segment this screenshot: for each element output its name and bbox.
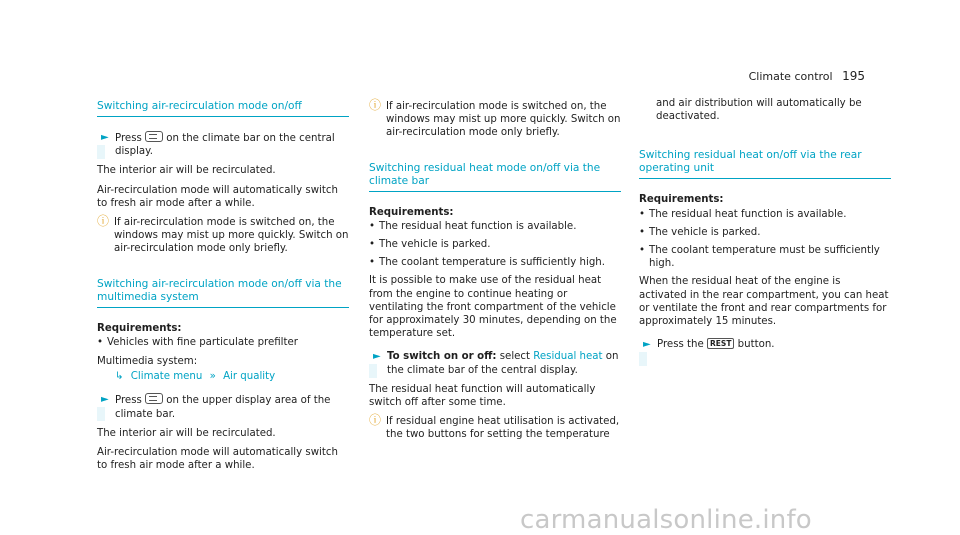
list-item: • The coolant temperature must be sufficiently high. — [639, 245, 880, 270]
paragraph: The interior air will be recirculated. — [97, 165, 276, 177]
column-2 — [369, 100, 621, 448]
list-item: • The coolant temperature is sufficiently high. — [369, 257, 605, 269]
paragraph: When the residual heat of the engine is activated in the rear compartment, you can heat or ventilate the front and rear compartments for approximately 15 minutes. — [639, 276, 889, 328]
paragraph: Air-recirculation mode will automatically switch to fresh air mode after a while. — [97, 447, 338, 472]
bullet-icon: • — [369, 257, 376, 269]
column-3 — [639, 97, 891, 357]
section-name: Climate control — [748, 70, 833, 83]
rest-key-icon: REST — [707, 338, 734, 349]
bullet-icon: • — [639, 208, 646, 220]
recirculation-icon — [145, 131, 163, 142]
step-bar — [97, 145, 105, 159]
step-icon: ► — [101, 132, 109, 143]
step-icon: ► — [373, 351, 381, 363]
step-icon: ► — [101, 394, 109, 406]
note: ⓘ If air-recirculation mode is switched on, the windows may mist up more quickly. Switch on air-recirculation mode only briefly. — [97, 214, 349, 255]
watermark: carmanualsonline.info — [520, 505, 812, 535]
paragraph: The interior air will be recirculated. — [97, 427, 276, 439]
paragraph: Air-recirculation mode will automatically switch to fresh air mode after a while. — [97, 184, 338, 209]
list-item: • The residual heat function is available. — [639, 208, 847, 220]
paragraph: It is possible to make use of the residual heat from the engine to continue heating or ventilating the front compartment of the vehicle for approximately 30 minutes, depending on the temperature set. — [369, 275, 617, 340]
instruction-step: ► To switch on or off: select Residual heat on the climate bar of the central display. — [369, 350, 621, 376]
instruction-step: ► Press on the climate bar on the central display. — [97, 131, 349, 158]
step-bar — [369, 364, 377, 378]
section-title: Switching air-recirculation mode on/off — [97, 100, 349, 117]
step-icon: ► — [643, 339, 651, 351]
paragraph: The residual heat function will automatically switch off after some time. — [369, 383, 596, 409]
page-header — [749, 69, 865, 83]
instruction-step: ► Press on the upper display area of the climate bar. — [97, 393, 349, 420]
instruction-step: ► Press the REST button. — [639, 338, 891, 351]
recirculation-icon — [145, 393, 163, 404]
list-item: • The vehicle is parked. — [369, 239, 491, 251]
path-separator-icon: » — [209, 371, 216, 383]
info-icon: ⓘ — [369, 98, 382, 112]
bullet-icon: • — [97, 336, 104, 348]
bullet-icon: • — [639, 245, 646, 257]
requirements-label: Requirements: — [97, 322, 182, 334]
residual-heat-label: Residual heat — [533, 351, 603, 363]
list-item: • Vehicles with fine particulate prefilter — [97, 336, 298, 348]
step-bar — [639, 352, 647, 366]
menu-path-item: Climate menu — [130, 371, 203, 383]
requirements-label: Requirements: — [369, 206, 454, 218]
requirements-label: Requirements: — [639, 194, 724, 206]
bullet-icon: • — [369, 239, 376, 251]
info-icon: ⓘ — [369, 413, 382, 428]
note: ⓘ If residual engine heat utilisation is activated, the two buttons for setting the temperature — [369, 413, 620, 441]
bullet-icon: • — [369, 220, 376, 232]
list-item: • The residual heat function is available. — [369, 220, 577, 232]
menu-path — [97, 370, 349, 383]
menu-path-item: Air quality — [223, 371, 276, 383]
section-title: Switching residual heat on/off via the rear operating unit — [639, 149, 891, 179]
step-bar — [97, 407, 105, 421]
section-title: Switching air-recirculation mode on/off via the multimedia system — [97, 278, 349, 308]
paragraph: and air distribution will automatically be deactivated. — [656, 98, 862, 123]
info-icon: ⓘ — [97, 214, 110, 229]
note: ⓘ If air-recirculation mode is switched on, the windows may mist up more quickly. Switch on air-recirculation mode only briefly. — [369, 98, 621, 139]
bullet-icon: • — [639, 226, 646, 238]
column-1 — [97, 100, 349, 478]
paragraph: Multimedia system: — [97, 356, 198, 368]
page-number: 195 — [842, 69, 865, 83]
list-item: • The vehicle is parked. — [639, 226, 761, 238]
section-title: Switching residual heat mode on/off via the climate bar — [369, 162, 621, 192]
menu-arrow-icon: ↳ — [115, 371, 124, 383]
